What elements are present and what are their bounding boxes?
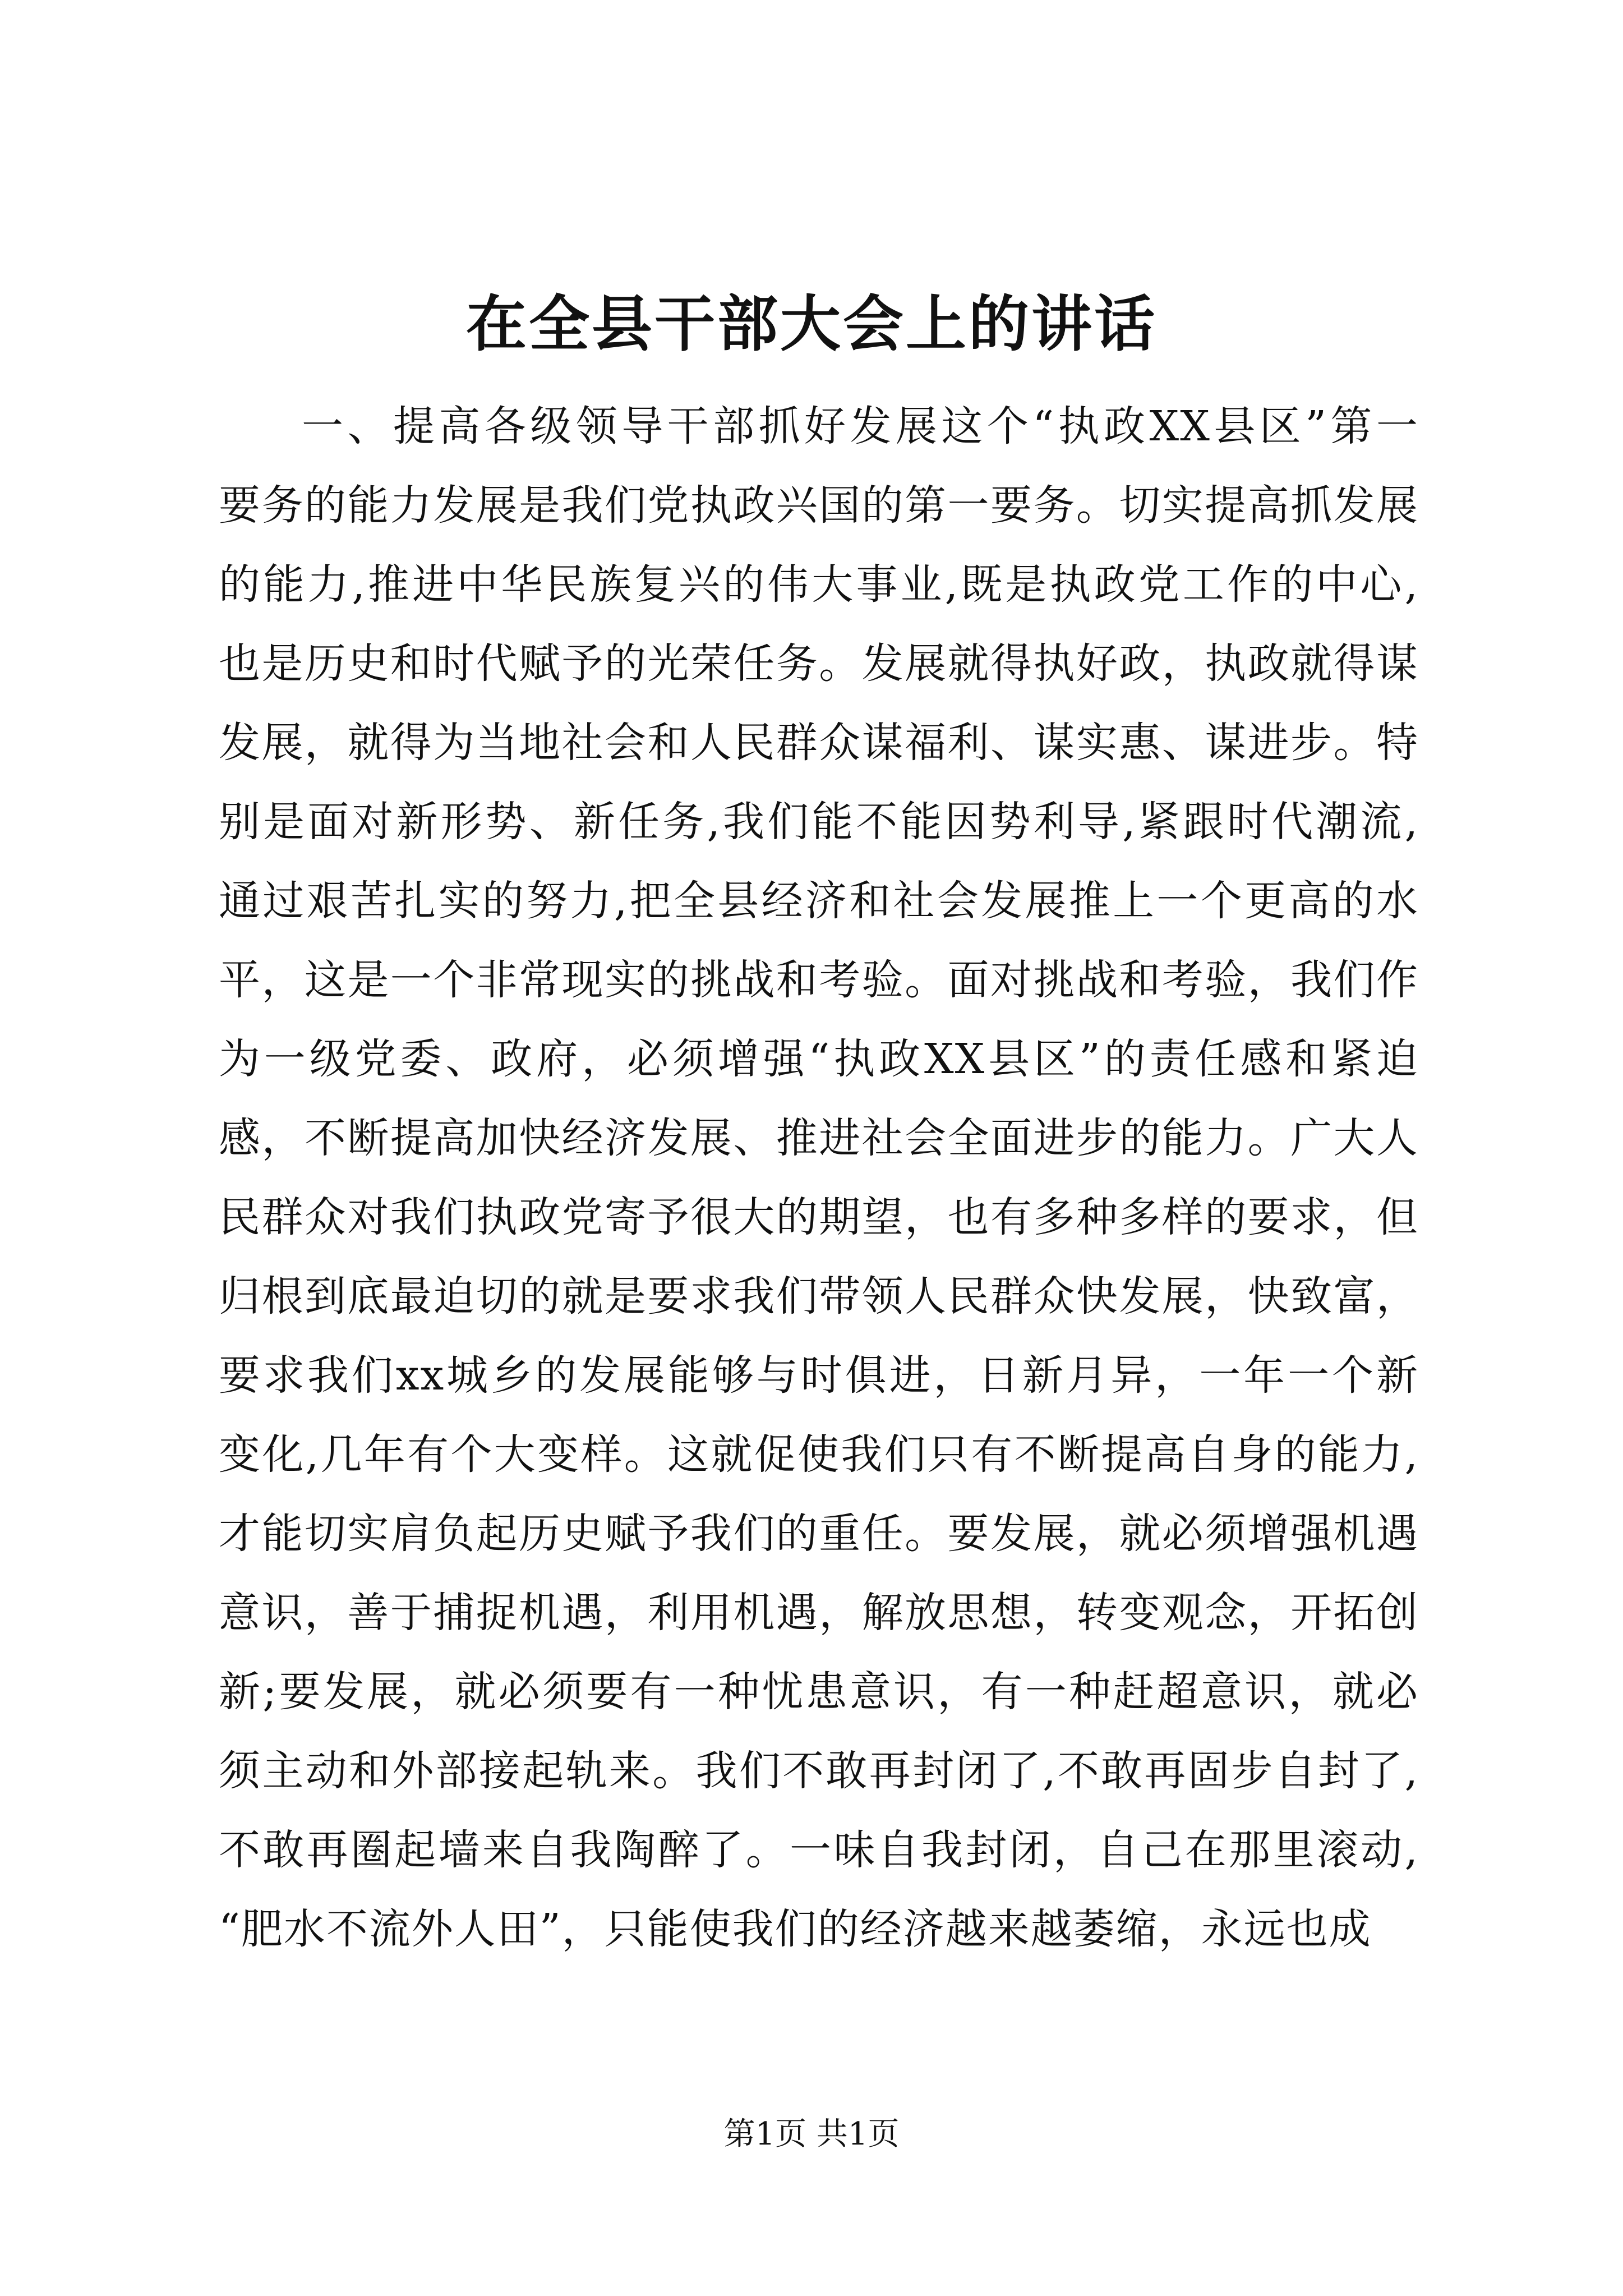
body-line-3: 的能力,推进中华民族复兴的伟大事业,既是执政党工作的中心,: [219, 560, 1419, 609]
body-line-18: 须主动和外部接起轨来。我们不敢再封闭了,不敢再固步自封了,: [219, 1747, 1419, 1795]
body-line-8: 平，这是一个非常现实的挑战和考验。面对挑战和考验，我们作: [219, 956, 1419, 1004]
body-line-7: 通过艰苦扎实的努力,把全县经济和社会发展推上一个更高的水: [219, 877, 1419, 925]
body-line-4: 也是历史和时代赋予的光荣任务。发展就得执好政，执政就得谋: [219, 639, 1419, 688]
body-line-19: 不敢再圈起墙来自我陶醉了。一味自我封闭，自己在那里滚动,: [219, 1826, 1419, 1874]
body-line-15: 才能切实肩负起历史赋予我们的重任。要发展，就必须增强机遇: [219, 1510, 1419, 1558]
body-line-6: 别是面对新形势、新任务,我们能不能因势利导,紧跟时代潮流,: [219, 798, 1419, 846]
body-line-12: 归根到底最迫切的就是要求我们带领人民群众快发展，快致富，: [219, 1272, 1419, 1320]
body-line-14: 变化,几年有个大变样。这就促使我们只有不断提高自身的能力,: [219, 1430, 1419, 1479]
body-line-5: 发展，就得为当地社会和人民群众谋福利、谋实惠、谋进步。特: [219, 719, 1419, 767]
document-body: [219, 387, 1419, 1969]
body-line-16: 意识，善于捕捉机遇，利用机遇，解放思想，转变观念，开拓创: [219, 1589, 1419, 1637]
body-line-17: 新;要发展，就必须要有一种忧患意识，有一种赶超意识，就必: [219, 1668, 1419, 1716]
body-line-13: 要求我们xx城乡的发展能够与时俱进，日新月异，一年一个新: [219, 1351, 1419, 1400]
body-line-10: 感，不断提高加快经济发展、推进社会全面进步的能力。广大人: [219, 1114, 1419, 1162]
body-line-20: “肥水不流外人田”，只能使我们的经济越来越萎缩，永远也成: [219, 1905, 1372, 1953]
body-line-11: 民群众对我们执政党寄予很大的期望，也有多种多样的要求，但: [219, 1193, 1419, 1241]
body-line-9: 为一级党委、政府，必须增强“执政XX县区”的责任感和紧迫: [219, 1035, 1419, 1083]
body-line-2: 要务的能力发展是我们党执政兴国的第一要务。切实提高抓发展: [219, 481, 1419, 530]
document-title: 在全县干部大会上的讲话: [465, 289, 1157, 360]
body-line-1: 一、提高各级领导干部抓好发展这个“执政XX县区”第一: [302, 402, 1419, 450]
page-number-footer: 第1页 共1页: [723, 2116, 900, 2152]
